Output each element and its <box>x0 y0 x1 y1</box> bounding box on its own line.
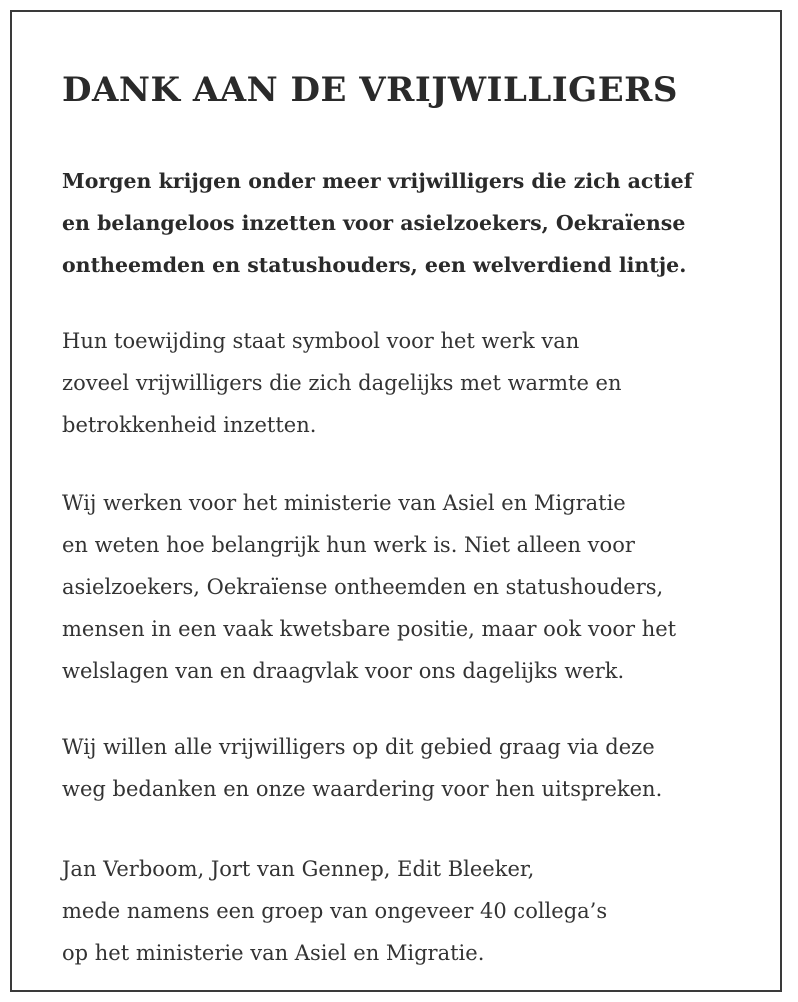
page-title: DANK AAN DE VRIJWILLIGERS <box>62 70 678 110</box>
body-line: mensen in een vaak kwetsbare positie, maar ook voor het <box>62 617 677 641</box>
signature-block <box>62 848 607 974</box>
body-line: Wij werken voor het ministerie van Asiel en Migratie <box>62 491 626 515</box>
lead-paragraph <box>62 160 693 286</box>
signature-line: Jan Verboom, Jort van Gennep, Edit Bleeker, <box>62 857 535 881</box>
body-paragraph-1 <box>62 320 622 446</box>
lead-line: Morgen krijgen onder meer vrijwilligers die zich actief <box>62 169 693 193</box>
lead-line: ontheemden en statushouders, een welverdiend lintje. <box>62 253 687 277</box>
lead-line: en belangeloos inzetten voor asielzoekers, Oekraïense <box>62 211 686 235</box>
body-line: asielzoekers, Oekraïense ontheemden en statushouders, <box>62 575 664 599</box>
signature-line: mede namens een groep van ongeveer 40 collega’s <box>62 899 608 923</box>
body-paragraph-2 <box>62 482 676 692</box>
body-line: en weten hoe belangrijk hun werk is. Niet alleen voor <box>62 533 635 557</box>
body-paragraph-3 <box>62 726 662 810</box>
body-line: weg bedanken en onze waardering voor hen uitspreken. <box>62 777 663 801</box>
body-line: Hun toewijding staat symbool voor het werk van <box>62 329 580 353</box>
body-line: zoveel vrijwilligers die zich dagelijks met warmte en <box>62 371 622 395</box>
letter-frame <box>10 10 782 992</box>
body-line: welslagen van en draagvlak voor ons dagelijks werk. <box>62 659 625 683</box>
body-line: Wij willen alle vrijwilligers op dit gebied graag via deze <box>62 735 655 759</box>
signature-line: op het ministerie van Asiel en Migratie. <box>62 941 485 965</box>
body-line: betrokkenheid inzetten. <box>62 413 317 437</box>
